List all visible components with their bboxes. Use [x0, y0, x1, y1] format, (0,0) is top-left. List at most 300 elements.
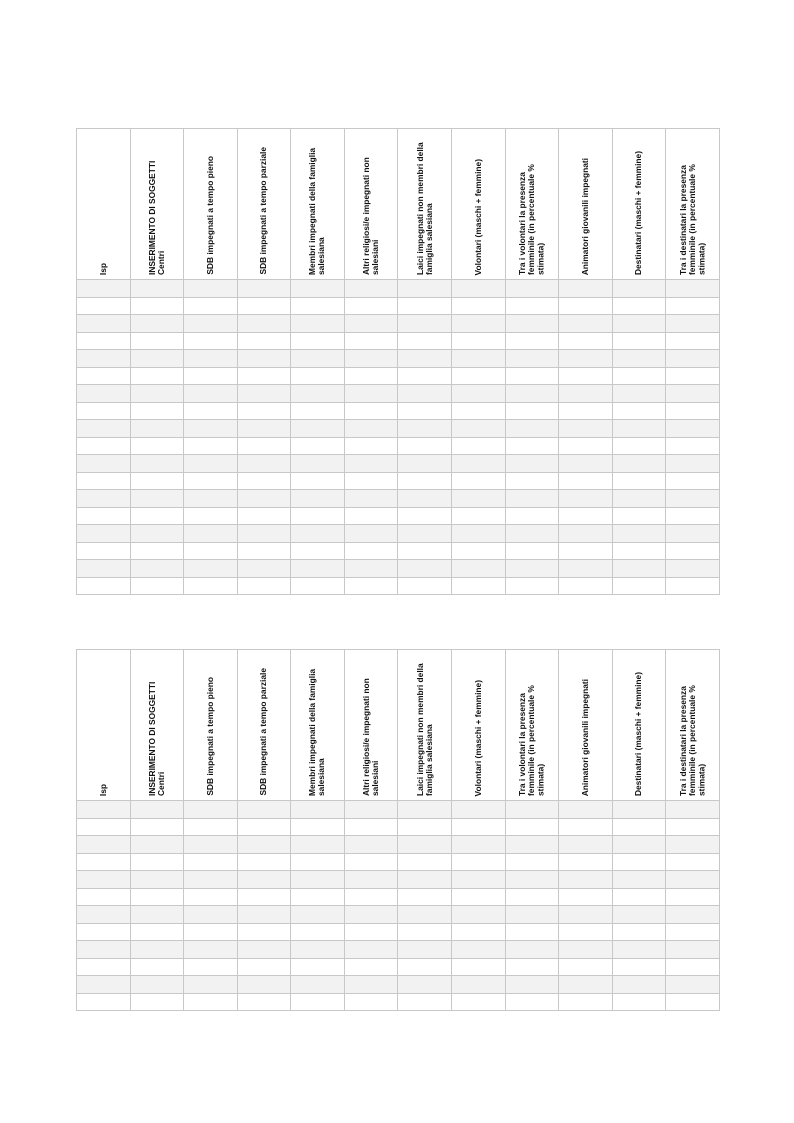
table-cell[interactable]	[505, 332, 559, 350]
table-cell[interactable]	[398, 280, 452, 298]
table-cell[interactable]	[344, 836, 398, 854]
table-cell[interactable]	[291, 455, 345, 473]
table-cell[interactable]	[77, 888, 131, 906]
table-cell[interactable]	[612, 542, 666, 560]
table-cell[interactable]	[612, 888, 666, 906]
table-cell[interactable]	[612, 455, 666, 473]
table-cell[interactable]	[344, 490, 398, 508]
table-cell[interactable]	[184, 402, 238, 420]
table-cell[interactable]	[237, 542, 291, 560]
table-cell[interactable]	[452, 402, 506, 420]
table-cell[interactable]	[344, 577, 398, 595]
table-cell[interactable]	[559, 836, 613, 854]
table-cell[interactable]	[559, 958, 613, 976]
table-cell[interactable]	[237, 577, 291, 595]
table-cell[interactable]	[291, 923, 345, 941]
table-cell[interactable]	[344, 906, 398, 924]
table-cell[interactable]	[344, 367, 398, 385]
table-cell[interactable]	[505, 577, 559, 595]
table-cell[interactable]	[612, 871, 666, 889]
table-cell[interactable]	[344, 332, 398, 350]
table-cell[interactable]	[398, 801, 452, 819]
table-cell[interactable]	[77, 490, 131, 508]
table-cell[interactable]	[559, 542, 613, 560]
table-cell[interactable]	[666, 836, 720, 854]
table-cell[interactable]	[184, 490, 238, 508]
table-cell[interactable]	[77, 455, 131, 473]
table-cell[interactable]	[130, 367, 184, 385]
table-cell[interactable]	[237, 818, 291, 836]
table-cell[interactable]	[612, 836, 666, 854]
table-cell[interactable]	[77, 332, 131, 350]
table-cell[interactable]	[559, 315, 613, 333]
table-cell[interactable]	[505, 420, 559, 438]
table-cell[interactable]	[666, 385, 720, 403]
table-cell[interactable]	[291, 801, 345, 819]
table-cell[interactable]	[291, 402, 345, 420]
table-cell[interactable]	[559, 871, 613, 889]
table-cell[interactable]	[666, 507, 720, 525]
table-cell[interactable]	[666, 888, 720, 906]
table-cell[interactable]	[452, 297, 506, 315]
table-cell[interactable]	[291, 958, 345, 976]
table-cell[interactable]	[184, 836, 238, 854]
table-cell[interactable]	[505, 437, 559, 455]
table-cell[interactable]	[130, 836, 184, 854]
table-cell[interactable]	[344, 315, 398, 333]
table-cell[interactable]	[666, 525, 720, 543]
table-cell[interactable]	[291, 420, 345, 438]
table-cell[interactable]	[77, 976, 131, 994]
table-cell[interactable]	[184, 472, 238, 490]
table-cell[interactable]	[612, 801, 666, 819]
table-cell[interactable]	[505, 560, 559, 578]
table-cell[interactable]	[612, 472, 666, 490]
table-cell[interactable]	[666, 871, 720, 889]
table-cell[interactable]	[130, 472, 184, 490]
table-cell[interactable]	[666, 280, 720, 298]
table-cell[interactable]	[398, 976, 452, 994]
table-cell[interactable]	[130, 941, 184, 959]
table-cell[interactable]	[130, 923, 184, 941]
table-cell[interactable]	[398, 888, 452, 906]
table-cell[interactable]	[130, 455, 184, 473]
table-cell[interactable]	[398, 437, 452, 455]
table-cell[interactable]	[237, 958, 291, 976]
table-cell[interactable]	[130, 888, 184, 906]
table-cell[interactable]	[612, 577, 666, 595]
table-cell[interactable]	[237, 280, 291, 298]
table-cell[interactable]	[184, 332, 238, 350]
table-cell[interactable]	[130, 577, 184, 595]
table-cell[interactable]	[77, 472, 131, 490]
table-cell[interactable]	[184, 455, 238, 473]
table-cell[interactable]	[344, 993, 398, 1011]
table-cell[interactable]	[237, 906, 291, 924]
table-cell[interactable]	[612, 906, 666, 924]
table-cell[interactable]	[77, 525, 131, 543]
table-cell[interactable]	[559, 507, 613, 525]
table-cell[interactable]	[291, 577, 345, 595]
table-cell[interactable]	[559, 350, 613, 368]
table-cell[interactable]	[344, 420, 398, 438]
table-cell[interactable]	[237, 420, 291, 438]
table-cell[interactable]	[344, 941, 398, 959]
table-cell[interactable]	[237, 367, 291, 385]
table-cell[interactable]	[291, 315, 345, 333]
table-cell[interactable]	[505, 853, 559, 871]
table-cell[interactable]	[452, 332, 506, 350]
table-cell[interactable]	[130, 560, 184, 578]
table-cell[interactable]	[130, 993, 184, 1011]
table-cell[interactable]	[77, 507, 131, 525]
table-cell[interactable]	[184, 853, 238, 871]
table-cell[interactable]	[452, 367, 506, 385]
table-cell[interactable]	[130, 958, 184, 976]
table-cell[interactable]	[291, 525, 345, 543]
table-cell[interactable]	[559, 906, 613, 924]
table-cell[interactable]	[398, 577, 452, 595]
table-cell[interactable]	[612, 923, 666, 941]
table-cell[interactable]	[291, 993, 345, 1011]
table-cell[interactable]	[77, 297, 131, 315]
table-cell[interactable]	[612, 367, 666, 385]
table-cell[interactable]	[666, 297, 720, 315]
table-cell[interactable]	[344, 818, 398, 836]
table-cell[interactable]	[237, 976, 291, 994]
table-cell[interactable]	[398, 507, 452, 525]
table-cell[interactable]	[666, 941, 720, 959]
table-cell[interactable]	[452, 490, 506, 508]
table-cell[interactable]	[612, 402, 666, 420]
table-cell[interactable]	[452, 385, 506, 403]
table-cell[interactable]	[666, 402, 720, 420]
table-cell[interactable]	[452, 315, 506, 333]
table-cell[interactable]	[559, 923, 613, 941]
table-cell[interactable]	[398, 871, 452, 889]
table-cell[interactable]	[77, 871, 131, 889]
table-cell[interactable]	[452, 976, 506, 994]
table-cell[interactable]	[130, 525, 184, 543]
table-cell[interactable]	[237, 941, 291, 959]
table-cell[interactable]	[184, 801, 238, 819]
table-cell[interactable]	[505, 801, 559, 819]
table-cell[interactable]	[666, 315, 720, 333]
table-cell[interactable]	[666, 437, 720, 455]
table-cell[interactable]	[237, 350, 291, 368]
table-cell[interactable]	[77, 350, 131, 368]
table-cell[interactable]	[612, 993, 666, 1011]
table-cell[interactable]	[666, 367, 720, 385]
table-cell[interactable]	[612, 280, 666, 298]
table-cell[interactable]	[291, 818, 345, 836]
table-cell[interactable]	[559, 818, 613, 836]
table-cell[interactable]	[612, 941, 666, 959]
table-cell[interactable]	[130, 420, 184, 438]
table-cell[interactable]	[184, 525, 238, 543]
table-cell[interactable]	[130, 402, 184, 420]
table-cell[interactable]	[398, 853, 452, 871]
table-cell[interactable]	[291, 332, 345, 350]
table-cell[interactable]	[666, 542, 720, 560]
table-cell[interactable]	[612, 490, 666, 508]
table-cell[interactable]	[505, 888, 559, 906]
table-cell[interactable]	[666, 906, 720, 924]
table-cell[interactable]	[237, 853, 291, 871]
table-cell[interactable]	[559, 525, 613, 543]
table-cell[interactable]	[559, 402, 613, 420]
table-cell[interactable]	[77, 923, 131, 941]
table-cell[interactable]	[452, 923, 506, 941]
table-cell[interactable]	[559, 332, 613, 350]
table-cell[interactable]	[344, 437, 398, 455]
table-cell[interactable]	[184, 906, 238, 924]
table-cell[interactable]	[666, 455, 720, 473]
table-cell[interactable]	[452, 350, 506, 368]
table-cell[interactable]	[398, 542, 452, 560]
table-cell[interactable]	[452, 560, 506, 578]
table-cell[interactable]	[130, 542, 184, 560]
table-cell[interactable]	[291, 367, 345, 385]
table-cell[interactable]	[291, 853, 345, 871]
table-cell[interactable]	[452, 871, 506, 889]
table-cell[interactable]	[344, 525, 398, 543]
table-cell[interactable]	[237, 525, 291, 543]
table-cell[interactable]	[666, 350, 720, 368]
table-cell[interactable]	[452, 853, 506, 871]
table-cell[interactable]	[666, 490, 720, 508]
table-cell[interactable]	[184, 297, 238, 315]
table-cell[interactable]	[612, 853, 666, 871]
table-cell[interactable]	[291, 472, 345, 490]
table-cell[interactable]	[452, 958, 506, 976]
table-cell[interactable]	[344, 507, 398, 525]
table-cell[interactable]	[666, 993, 720, 1011]
table-cell[interactable]	[559, 993, 613, 1011]
table-cell[interactable]	[398, 941, 452, 959]
table-cell[interactable]	[77, 385, 131, 403]
table-cell[interactable]	[130, 801, 184, 819]
table-cell[interactable]	[398, 958, 452, 976]
table-cell[interactable]	[130, 315, 184, 333]
table-cell[interactable]	[505, 923, 559, 941]
table-cell[interactable]	[398, 560, 452, 578]
table-cell[interactable]	[184, 367, 238, 385]
table-cell[interactable]	[184, 941, 238, 959]
table-cell[interactable]	[612, 297, 666, 315]
table-cell[interactable]	[184, 437, 238, 455]
table-cell[interactable]	[291, 976, 345, 994]
table-cell[interactable]	[505, 367, 559, 385]
table-cell[interactable]	[612, 958, 666, 976]
table-cell[interactable]	[344, 297, 398, 315]
table-cell[interactable]	[612, 332, 666, 350]
table-cell[interactable]	[291, 350, 345, 368]
table-cell[interactable]	[398, 836, 452, 854]
table-cell[interactable]	[130, 437, 184, 455]
table-cell[interactable]	[130, 507, 184, 525]
table-cell[interactable]	[505, 976, 559, 994]
table-cell[interactable]	[559, 437, 613, 455]
table-cell[interactable]	[77, 437, 131, 455]
table-cell[interactable]	[398, 420, 452, 438]
table-cell[interactable]	[612, 818, 666, 836]
table-cell[interactable]	[398, 472, 452, 490]
table-cell[interactable]	[505, 836, 559, 854]
table-cell[interactable]	[130, 490, 184, 508]
table-cell[interactable]	[291, 871, 345, 889]
table-cell[interactable]	[237, 315, 291, 333]
table-cell[interactable]	[666, 801, 720, 819]
table-cell[interactable]	[77, 993, 131, 1011]
table-cell[interactable]	[344, 350, 398, 368]
table-cell[interactable]	[237, 507, 291, 525]
table-cell[interactable]	[184, 420, 238, 438]
table-cell[interactable]	[77, 941, 131, 959]
table-cell[interactable]	[612, 437, 666, 455]
table-cell[interactable]	[291, 507, 345, 525]
table-cell[interactable]	[398, 455, 452, 473]
table-cell[interactable]	[612, 560, 666, 578]
table-cell[interactable]	[291, 906, 345, 924]
table-cell[interactable]	[291, 888, 345, 906]
table-cell[interactable]	[505, 542, 559, 560]
table-cell[interactable]	[130, 853, 184, 871]
table-cell[interactable]	[130, 976, 184, 994]
table-cell[interactable]	[452, 507, 506, 525]
table-cell[interactable]	[612, 420, 666, 438]
table-cell[interactable]	[505, 455, 559, 473]
table-cell[interactable]	[237, 297, 291, 315]
table-cell[interactable]	[505, 993, 559, 1011]
table-cell[interactable]	[130, 332, 184, 350]
table-cell[interactable]	[237, 801, 291, 819]
table-cell[interactable]	[452, 906, 506, 924]
table-cell[interactable]	[612, 976, 666, 994]
table-cell[interactable]	[77, 420, 131, 438]
table-cell[interactable]	[398, 332, 452, 350]
table-cell[interactable]	[666, 923, 720, 941]
table-cell[interactable]	[505, 297, 559, 315]
table-cell[interactable]	[505, 385, 559, 403]
table-cell[interactable]	[237, 490, 291, 508]
table-cell[interactable]	[237, 402, 291, 420]
table-cell[interactable]	[612, 315, 666, 333]
table-cell[interactable]	[184, 888, 238, 906]
table-cell[interactable]	[505, 958, 559, 976]
table-cell[interactable]	[184, 542, 238, 560]
table-cell[interactable]	[184, 818, 238, 836]
table-cell[interactable]	[344, 542, 398, 560]
table-cell[interactable]	[291, 542, 345, 560]
table-cell[interactable]	[77, 906, 131, 924]
table-cell[interactable]	[398, 923, 452, 941]
table-cell[interactable]	[666, 976, 720, 994]
table-cell[interactable]	[344, 472, 398, 490]
table-cell[interactable]	[505, 871, 559, 889]
table-cell[interactable]	[452, 836, 506, 854]
table-cell[interactable]	[666, 420, 720, 438]
table-cell[interactable]	[184, 315, 238, 333]
table-cell[interactable]	[237, 472, 291, 490]
table-cell[interactable]	[237, 385, 291, 403]
table-cell[interactable]	[505, 472, 559, 490]
table-cell[interactable]	[505, 402, 559, 420]
table-cell[interactable]	[559, 280, 613, 298]
table-cell[interactable]	[184, 976, 238, 994]
table-cell[interactable]	[452, 577, 506, 595]
table-cell[interactable]	[344, 871, 398, 889]
table-cell[interactable]	[398, 402, 452, 420]
table-cell[interactable]	[666, 332, 720, 350]
table-cell[interactable]	[505, 350, 559, 368]
table-cell[interactable]	[344, 280, 398, 298]
table-cell[interactable]	[184, 958, 238, 976]
table-cell[interactable]	[344, 853, 398, 871]
table-cell[interactable]	[291, 560, 345, 578]
table-cell[interactable]	[505, 941, 559, 959]
table-cell[interactable]	[130, 871, 184, 889]
table-cell[interactable]	[291, 297, 345, 315]
table-cell[interactable]	[505, 906, 559, 924]
table-cell[interactable]	[184, 577, 238, 595]
table-cell[interactable]	[291, 941, 345, 959]
table-cell[interactable]	[398, 367, 452, 385]
table-cell[interactable]	[237, 871, 291, 889]
table-cell[interactable]	[612, 350, 666, 368]
table-cell[interactable]	[398, 818, 452, 836]
table-cell[interactable]	[184, 871, 238, 889]
table-cell[interactable]	[398, 385, 452, 403]
table-cell[interactable]	[77, 958, 131, 976]
table-cell[interactable]	[77, 315, 131, 333]
table-cell[interactable]	[398, 315, 452, 333]
table-cell[interactable]	[77, 836, 131, 854]
table-cell[interactable]	[344, 560, 398, 578]
table-cell[interactable]	[77, 402, 131, 420]
table-cell[interactable]	[666, 560, 720, 578]
table-cell[interactable]	[130, 350, 184, 368]
table-cell[interactable]	[452, 993, 506, 1011]
table-cell[interactable]	[184, 280, 238, 298]
table-cell[interactable]	[559, 490, 613, 508]
table-cell[interactable]	[237, 455, 291, 473]
table-cell[interactable]	[344, 455, 398, 473]
table-cell[interactable]	[666, 853, 720, 871]
table-cell[interactable]	[505, 315, 559, 333]
table-cell[interactable]	[184, 560, 238, 578]
table-cell[interactable]	[666, 577, 720, 595]
table-cell[interactable]	[559, 941, 613, 959]
table-cell[interactable]	[291, 490, 345, 508]
table-cell[interactable]	[452, 525, 506, 543]
table-cell[interactable]	[398, 906, 452, 924]
table-cell[interactable]	[559, 472, 613, 490]
table-cell[interactable]	[505, 490, 559, 508]
table-cell[interactable]	[452, 455, 506, 473]
table-cell[interactable]	[666, 472, 720, 490]
table-cell[interactable]	[184, 385, 238, 403]
table-cell[interactable]	[184, 507, 238, 525]
table-cell[interactable]	[505, 280, 559, 298]
table-cell[interactable]	[344, 958, 398, 976]
table-cell[interactable]	[130, 385, 184, 403]
table-cell[interactable]	[398, 297, 452, 315]
table-cell[interactable]	[237, 993, 291, 1011]
table-cell[interactable]	[184, 993, 238, 1011]
table-cell[interactable]	[130, 280, 184, 298]
table-cell[interactable]	[398, 525, 452, 543]
